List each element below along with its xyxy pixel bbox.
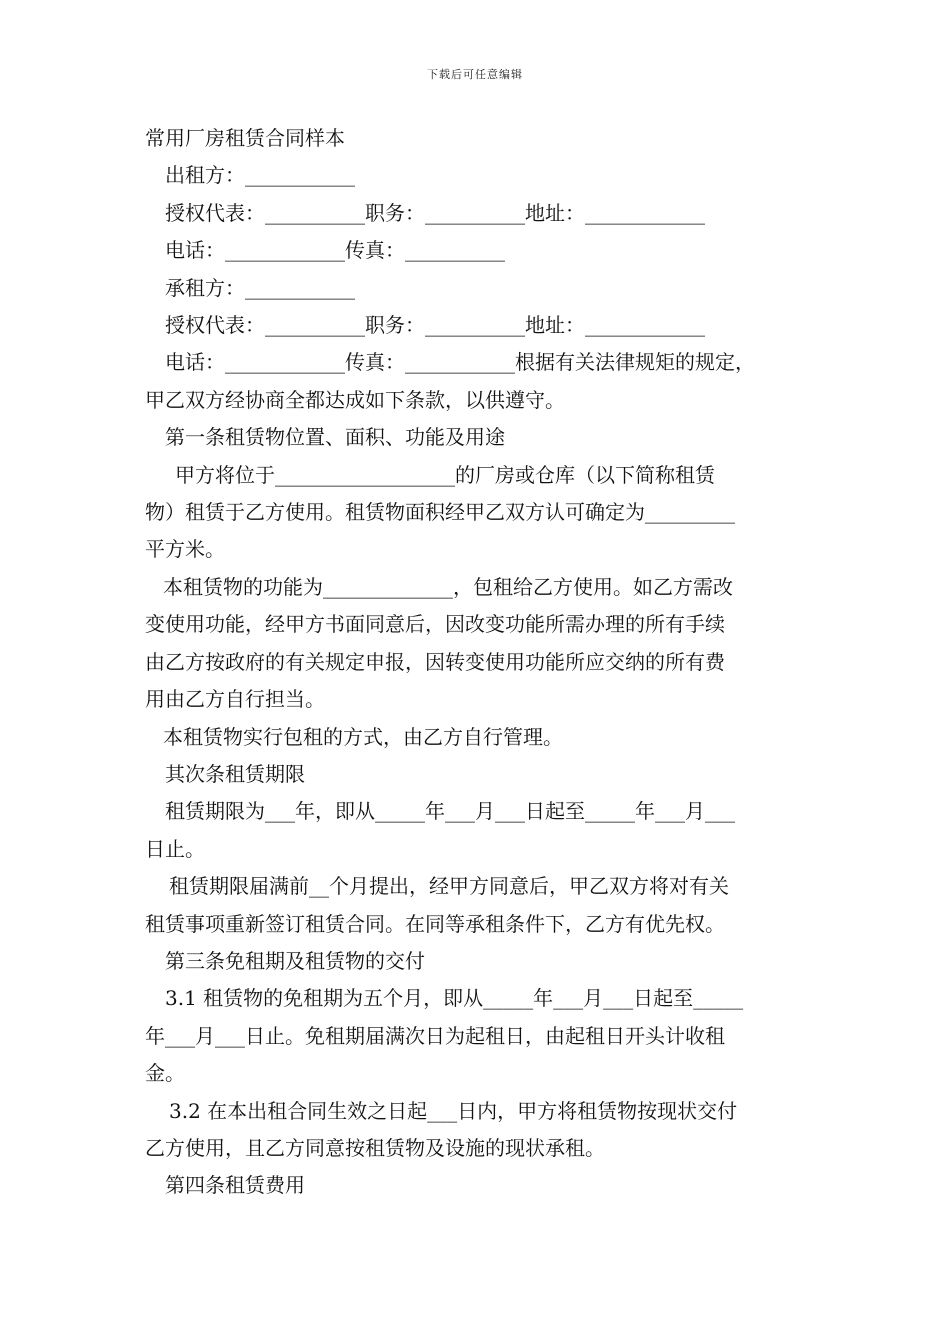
body-text-line: 乙方使用，且乙方同意按租赁物及设施的现状承租。 bbox=[145, 1135, 605, 1160]
lessee-phone-line: 电话：____________传真：___________根据有关法律规矩的规定， bbox=[165, 350, 755, 375]
body-text-line: 平方米。 bbox=[145, 537, 225, 562]
document-title: 常用厂房租赁合同样本 bbox=[145, 126, 345, 150]
body-text-line: 年___月___日止。免租期届满次日为起租日，由起租日开头计收租 bbox=[145, 1023, 725, 1048]
body-text-line: 租赁事项重新签订租赁合同。在同等承租条件下，乙方有优先权。 bbox=[145, 911, 725, 936]
body-text-line: 本租赁物实行包租的方式，由乙方自行管理。 bbox=[163, 724, 563, 749]
contract-document bbox=[145, 120, 810, 1205]
article-heading: 第四条租赁费用 bbox=[165, 1173, 305, 1198]
body-text-line: 由乙方按政府的有关规定申报，因转变使用功能所应交纳的所有费 bbox=[145, 649, 725, 674]
body-text-line: 物）租赁于乙方使用。租赁物面积经甲乙双方认可确定为_________ bbox=[145, 500, 735, 525]
body-text-line: 用由乙方自行担当。 bbox=[145, 687, 325, 712]
article-heading: 第一条租赁物位置、面积、功能及用途 bbox=[165, 425, 505, 450]
body-text-line: 变使用功能，经甲方书面同意后，因改变功能所需办理的所有手续 bbox=[145, 612, 725, 637]
lessee-line: 承租方：___________ bbox=[165, 275, 355, 300]
body-text-line: 甲方将位于__________________的厂房或仓库（以下简称租赁 bbox=[175, 462, 715, 487]
lessee-representative-line: 授权代表：__________职务：__________地址：____________ bbox=[165, 313, 705, 338]
lessor-line: 出租方：___________ bbox=[165, 163, 355, 188]
lessor-phone-line: 电话：____________传真：__________ bbox=[165, 238, 505, 263]
body-text-line: 本租赁物的功能为_____________，包租给乙方使用。如乙方需改 bbox=[163, 574, 733, 599]
lessor-representative-line: 授权代表：__________职务：__________地址：____________ bbox=[165, 200, 705, 225]
body-text-line: 租赁期限届满前__个月提出，经甲方同意后，甲乙双方将对有关 bbox=[169, 874, 729, 899]
body-text-line: 3.1 租赁物的免租期为五个月，即从_____年___月___日起至_____ bbox=[165, 986, 744, 1011]
body-text-line: 甲乙双方经协商全都达成如下条款，以供遵守。 bbox=[145, 387, 565, 412]
body-text-line: 金。 bbox=[145, 1061, 185, 1086]
article-heading: 其次条租赁期限 bbox=[165, 761, 305, 786]
body-text-line: 租赁期限为___年，即从_____年___月___日起至_____年___月___ bbox=[165, 799, 735, 824]
header-note: 下载后可任意编辑 bbox=[427, 68, 523, 81]
body-text-line: 3.2 在本出租合同生效之日起___日内，甲方将租赁物按现状交付 bbox=[169, 1098, 738, 1123]
body-text-line: 日止。 bbox=[145, 836, 205, 861]
article-heading: 第三条免租期及租赁物的交付 bbox=[165, 948, 425, 973]
